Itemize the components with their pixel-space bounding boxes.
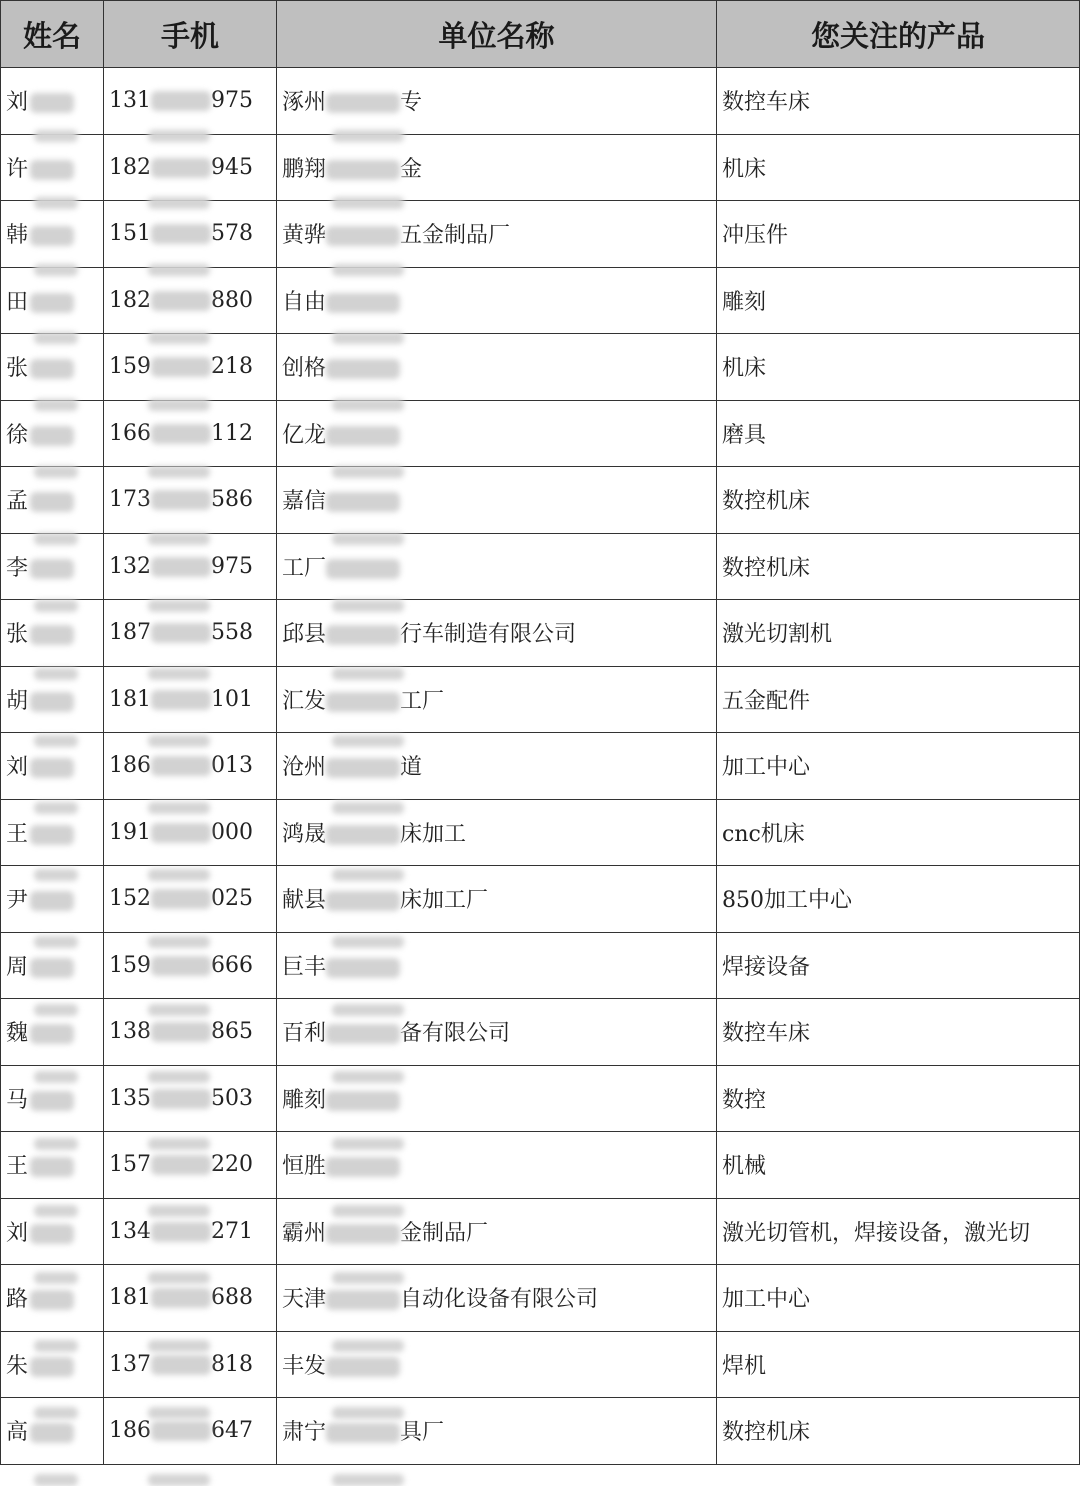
redacted-organization [326, 160, 400, 180]
phone-suffix: 578 [211, 221, 253, 247]
redaction-smear [332, 1340, 404, 1352]
redaction-smear [148, 1071, 210, 1083]
redaction-smear [34, 600, 78, 612]
organization-suffix: 自动化设备有限公司 [400, 1287, 599, 1313]
redacted-name [30, 226, 74, 246]
redaction-smear [148, 466, 210, 478]
redaction-smear [34, 668, 78, 680]
product-cell: 机械 [717, 1132, 1080, 1199]
name-surname: 高 [6, 1420, 29, 1446]
phone-suffix: 000 [211, 819, 253, 845]
redacted-name [30, 559, 74, 579]
redaction-smear [34, 1205, 78, 1217]
redaction-smear [332, 197, 404, 209]
phone-suffix: 586 [211, 487, 253, 513]
redacted-name [30, 1224, 74, 1244]
phone-suffix: 558 [211, 620, 253, 646]
product-cell: 机床 [717, 134, 1080, 201]
redaction-smear [332, 1407, 404, 1419]
redaction-smear [332, 264, 404, 276]
redacted-phone [151, 956, 211, 976]
organization-suffix: 道 [400, 755, 423, 781]
redacted-phone [151, 756, 211, 776]
redacted-phone [151, 91, 211, 111]
redaction-smear [148, 399, 210, 411]
redaction-smear [332, 668, 404, 680]
phone-suffix: 218 [211, 354, 253, 380]
product-cell: 数控机床 [717, 467, 1080, 534]
redaction-smear [332, 466, 404, 478]
redacted-name [30, 625, 74, 645]
redaction-smear [148, 936, 210, 948]
redaction-smear [34, 1138, 78, 1150]
redacted-organization [326, 559, 400, 579]
header-row [1, 1, 1080, 68]
redacted-phone [151, 823, 211, 843]
phone-suffix: 975 [211, 88, 253, 114]
redacted-name [30, 1290, 74, 1310]
redaction-smear [148, 332, 210, 344]
redacted-organization [326, 1091, 400, 1111]
redaction-smear [148, 130, 210, 142]
name-surname: 田 [6, 289, 29, 315]
redacted-organization [326, 226, 400, 246]
redacted-phone [151, 623, 211, 643]
product-cell: cnc机床 [717, 799, 1080, 866]
product-cell: 雕刻 [717, 267, 1080, 334]
phone-cell [104, 134, 277, 201]
redacted-organization [326, 891, 400, 911]
phone-prefix: 166 [109, 420, 151, 446]
organization-prefix: 涿州 [282, 90, 327, 116]
organization-suffix: 行车制造有限公司 [400, 622, 577, 648]
phone-suffix: 666 [211, 952, 253, 978]
redaction-smear [34, 936, 78, 948]
redaction-smear [332, 600, 404, 612]
redaction-smear [148, 1272, 210, 1284]
phone-suffix: 880 [211, 287, 253, 313]
organization-suffix: 备有限公司 [400, 1021, 511, 1047]
redacted-name [30, 1157, 74, 1177]
redaction-smear [332, 802, 404, 814]
redaction-smear [34, 466, 78, 478]
redacted-name [30, 359, 74, 379]
redaction-smear [332, 332, 404, 344]
name-surname: 孟 [6, 489, 29, 515]
organization-prefix: 百利 [282, 1021, 327, 1047]
redaction-smear [148, 600, 210, 612]
table-row [1, 267, 1080, 334]
organization-prefix: 工厂 [282, 555, 327, 581]
redacted-name [30, 1024, 74, 1044]
phone-prefix: 181 [109, 1285, 151, 1311]
redacted-phone [151, 1421, 211, 1441]
name-surname: 王 [6, 821, 29, 847]
phone-suffix: 975 [211, 553, 253, 579]
redacted-organization [326, 625, 400, 645]
organization-suffix: 床加工 [400, 821, 467, 847]
redacted-name [30, 93, 74, 113]
redaction-smear [148, 533, 210, 545]
phone-prefix: 134 [109, 1218, 151, 1244]
redaction-smear [34, 399, 78, 411]
redaction-smear [148, 264, 210, 276]
redacted-organization [326, 492, 400, 512]
redacted-organization [326, 692, 400, 712]
redaction-smear [332, 1474, 404, 1486]
name-surname: 魏 [6, 1021, 29, 1047]
redaction-smear [148, 1138, 210, 1150]
name-cell [1, 68, 104, 135]
redaction-smear [34, 1071, 78, 1083]
redaction-smear [332, 735, 404, 747]
redaction-smear [332, 1004, 404, 1016]
redacted-name [30, 758, 74, 778]
phone-prefix: 173 [109, 487, 151, 513]
redacted-name [30, 1423, 74, 1443]
organization-prefix: 鸿晟 [282, 821, 327, 847]
redacted-phone [151, 1288, 211, 1308]
redacted-name [30, 825, 74, 845]
redacted-name [30, 492, 74, 512]
table-row [1, 68, 1080, 135]
redacted-name [30, 891, 74, 911]
redacted-organization [326, 1357, 400, 1377]
redaction-smear [332, 869, 404, 881]
redacted-name [30, 160, 74, 180]
table-row [1, 201, 1080, 268]
name-surname: 尹 [6, 888, 29, 914]
organization-prefix: 黄骅 [282, 223, 327, 249]
name-surname: 李 [6, 555, 29, 581]
redaction-smear [332, 936, 404, 948]
phone-suffix: 647 [211, 1418, 253, 1444]
product-cell: 激光切管机，焊接设备，激光切 [717, 1198, 1080, 1265]
redacted-organization [326, 293, 400, 313]
phone-prefix: 131 [109, 88, 151, 114]
name-surname: 张 [6, 356, 29, 382]
redacted-phone [151, 224, 211, 244]
redacted-organization [326, 825, 400, 845]
table-row [1, 134, 1080, 201]
product-cell: 数控机床 [717, 1398, 1080, 1465]
phone-prefix: 159 [109, 952, 151, 978]
redacted-phone [151, 424, 211, 444]
redacted-phone [151, 557, 211, 577]
product-cell: 激光切割机 [717, 600, 1080, 667]
organization-prefix: 霸州 [282, 1220, 327, 1246]
name-surname: 徐 [6, 422, 29, 448]
redaction-smear [148, 735, 210, 747]
product-cell: 焊接设备 [717, 932, 1080, 999]
product-cell: 数控机床 [717, 533, 1080, 600]
organization-prefix: 邱县 [282, 622, 327, 648]
phone-prefix: 182 [109, 287, 151, 313]
redaction-smear [148, 1004, 210, 1016]
phone-suffix: 101 [211, 686, 253, 712]
name-surname: 周 [6, 954, 29, 980]
name-surname: 马 [6, 1087, 29, 1113]
organization-prefix: 嘉信 [282, 489, 327, 515]
name-surname: 刘 [6, 1220, 29, 1246]
name-surname: 路 [6, 1287, 29, 1313]
redaction-smear [332, 130, 404, 142]
name-surname: 韩 [6, 223, 29, 249]
redaction-smear [148, 869, 210, 881]
redacted-phone [151, 1355, 211, 1375]
redaction-smear [332, 1205, 404, 1217]
redaction-smear [34, 802, 78, 814]
product-cell: 数控车床 [717, 68, 1080, 135]
redaction-smear [148, 1205, 210, 1217]
organization-prefix: 鹏翔 [282, 156, 327, 182]
product-cell: 冲压件 [717, 201, 1080, 268]
phone-prefix: 157 [109, 1152, 151, 1178]
redacted-organization [326, 93, 400, 113]
redaction-smear [332, 1071, 404, 1083]
organization-suffix: 金制品厂 [400, 1220, 489, 1246]
name-cell [1, 267, 104, 334]
phone-prefix: 159 [109, 354, 151, 380]
redacted-name [30, 1091, 74, 1111]
redaction-smear [148, 668, 210, 680]
phone-suffix: 271 [211, 1218, 253, 1244]
organization-prefix: 自由 [282, 289, 327, 315]
phone-cell [104, 267, 277, 334]
phone-suffix: 503 [211, 1085, 253, 1111]
redaction-smear [332, 399, 404, 411]
phone-suffix: 220 [211, 1152, 253, 1178]
phone-prefix: 191 [109, 819, 151, 845]
redacted-name [30, 692, 74, 712]
redacted-name [30, 1357, 74, 1377]
phone-suffix: 945 [211, 154, 253, 180]
phone-suffix: 865 [211, 1019, 253, 1045]
redacted-phone [151, 1089, 211, 1109]
organization-suffix: 专 [400, 90, 423, 116]
phone-prefix: 187 [109, 620, 151, 646]
redaction-smear [332, 1138, 404, 1150]
redacted-phone [151, 357, 211, 377]
redaction-smear [148, 1474, 210, 1486]
redaction-smear [148, 1340, 210, 1352]
redacted-organization [326, 359, 400, 379]
phone-prefix: 135 [109, 1085, 151, 1111]
phone-prefix: 132 [109, 553, 151, 579]
redacted-phone [151, 1155, 211, 1175]
name-cell [1, 201, 104, 268]
organization-cell [277, 134, 717, 201]
product-cell: 数控 [717, 1065, 1080, 1132]
redacted-name [30, 293, 74, 313]
organization-prefix: 亿龙 [282, 422, 327, 448]
phone-prefix: 186 [109, 1418, 151, 1444]
organization-prefix: 创格 [282, 356, 327, 382]
redacted-organization [326, 1024, 400, 1044]
phone-cell [104, 201, 277, 268]
product-cell: 数控车床 [717, 999, 1080, 1066]
phone-suffix: 818 [211, 1351, 253, 1377]
organization-suffix: 五金制品厂 [400, 223, 511, 249]
name-surname: 刘 [6, 755, 29, 781]
redacted-phone [151, 490, 211, 510]
name-surname: 胡 [6, 688, 29, 714]
name-cell [1, 134, 104, 201]
product-cell: 焊机 [717, 1331, 1080, 1398]
redaction-smear [148, 1407, 210, 1419]
header-name: 姓名 [1, 1, 104, 68]
redaction-smear [34, 869, 78, 881]
organization-prefix: 汇发 [282, 688, 327, 714]
redacted-organization [326, 1423, 400, 1443]
redaction-smear [34, 1340, 78, 1352]
redaction-smear [34, 1004, 78, 1016]
redacted-organization [326, 758, 400, 778]
redacted-organization [326, 1290, 400, 1310]
organization-suffix: 具厂 [400, 1420, 445, 1446]
redaction-smear [34, 332, 78, 344]
redacted-organization [326, 426, 400, 446]
redaction-smear [148, 197, 210, 209]
redacted-name [30, 958, 74, 978]
organization-prefix: 巨丰 [282, 954, 327, 980]
redaction-smear [332, 1272, 404, 1284]
organization-suffix: 床加工厂 [400, 888, 489, 914]
name-surname: 刘 [6, 90, 29, 116]
redacted-phone [151, 1022, 211, 1042]
product-cell: 加工中心 [717, 733, 1080, 800]
redacted-name [30, 426, 74, 446]
organization-prefix: 沧州 [282, 755, 327, 781]
redacted-organization [326, 958, 400, 978]
redaction-smear [34, 735, 78, 747]
phone-cell [104, 68, 277, 135]
name-surname: 王 [6, 1154, 29, 1180]
organization-suffix: 金 [400, 156, 423, 182]
organization-suffix: 工厂 [400, 688, 445, 714]
product-cell: 机床 [717, 334, 1080, 401]
redaction-smear [34, 533, 78, 545]
redaction-smear [34, 1474, 78, 1486]
name-surname: 张 [6, 622, 29, 648]
header-organization: 单位名称 [277, 1, 717, 68]
redacted-organization [326, 1157, 400, 1177]
phone-suffix: 025 [211, 886, 253, 912]
redaction-smear [34, 130, 78, 142]
name-surname: 朱 [6, 1353, 29, 1379]
phone-prefix: 151 [109, 221, 151, 247]
name-surname: 许 [6, 156, 29, 182]
product-cell: 五金配件 [717, 666, 1080, 733]
product-cell: 磨具 [717, 400, 1080, 467]
phone-prefix: 181 [109, 686, 151, 712]
organization-cell [277, 201, 717, 268]
redaction-smear [148, 802, 210, 814]
phone-prefix: 186 [109, 753, 151, 779]
phone-suffix: 013 [211, 753, 253, 779]
header-phone: 手机 [104, 1, 277, 68]
phone-prefix: 137 [109, 1351, 151, 1377]
organization-prefix: 雕刻 [282, 1087, 327, 1113]
organization-prefix: 天津 [282, 1287, 327, 1313]
phone-suffix: 112 [211, 420, 253, 446]
redaction-smear [34, 197, 78, 209]
organization-prefix: 恒胜 [282, 1154, 327, 1180]
redaction-smear [34, 264, 78, 276]
phone-suffix: 688 [211, 1285, 253, 1311]
product-cell: 加工中心 [717, 1265, 1080, 1332]
redacted-organization [326, 1224, 400, 1244]
redaction-smear [332, 533, 404, 545]
redacted-phone [151, 690, 211, 710]
product-cell: 850加工中心 [717, 866, 1080, 933]
organization-prefix: 献县 [282, 888, 327, 914]
redacted-phone [151, 1222, 211, 1242]
phone-prefix: 182 [109, 154, 151, 180]
phone-prefix: 138 [109, 1019, 151, 1045]
redaction-smear [34, 1272, 78, 1284]
organization-cell [277, 267, 717, 334]
organization-prefix: 肃宁 [282, 1420, 327, 1446]
redaction-smear [34, 1407, 78, 1419]
organization-prefix: 丰发 [282, 1353, 327, 1379]
redacted-phone [151, 158, 211, 178]
organization-cell [277, 68, 717, 135]
phone-prefix: 152 [109, 886, 151, 912]
redacted-phone [151, 291, 211, 311]
header-product: 您关注的产品 [717, 1, 1080, 68]
redacted-phone [151, 889, 211, 909]
